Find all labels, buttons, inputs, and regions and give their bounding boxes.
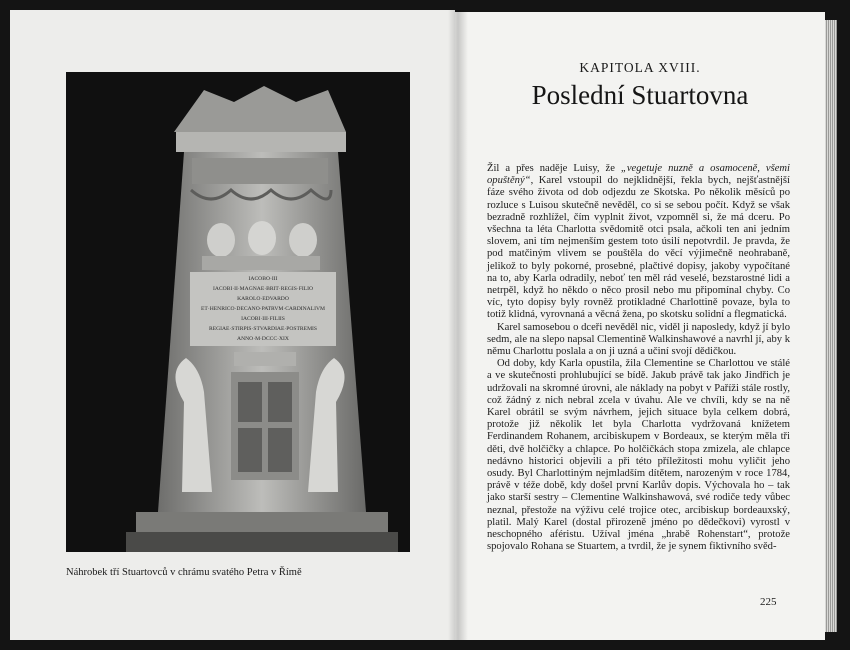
inscription-line: ET·HENRICO·DECANO·PATRVM·CARDINALIVM	[201, 306, 325, 312]
inscription-line: IACOBI·III·FILIIS	[241, 316, 285, 322]
chapter-label: KAPITOLA XVIII.	[579, 60, 701, 75]
inscription-line: REGIAE·STIRPIS·STVARDIAE·POSTREMIS	[208, 326, 318, 332]
inscription-line: KAROLO·EDVARDO	[237, 296, 289, 302]
page-edges	[825, 20, 837, 632]
chapter-body	[487, 163, 790, 554]
tomb-inscription	[190, 274, 336, 344]
photo-caption: Náhrobek tří Stuartovců v chrámu svatého Petra v Římě	[66, 567, 302, 578]
page-number: 225	[760, 596, 777, 608]
paragraph: Karel samosebou o dceři nevěděl nic, viděl ji naposledy, když jí bylo sedm, ale na slepo napsal Clementině Walkinshawové a navrhl jí, aby k němu Charlottu poslala a on ji uzná a učiní svojí dědičkou.	[487, 321, 790, 358]
tomb-photograph	[66, 72, 410, 552]
paragraph: Žil a přes naděje Luisy, že „vegetuje nuzně a osamoceně, všemi opuštěný“, Karel vstoupil do nejklidnější, řekla bych, nejšťastnější fáze svého života od dob odjezdu ze Skotska. Po několik měsíců po rozluce s Luisou skutečně nevěděl, co si se sebou počít. Když se však bezradně rozhlížel, čím vyplnit život, vzpomněl si, že má dceru. Po všechna ta léta Charlotta svědomitě otci psala, ačkoli ten ani jedním slovem, ani tím nejmenším gestem toto úsilí nepotvrdil. Je pravda, že pod matčiným vlivem se pouštěla do věcí výjimečně neohrabaně, jelikož to byly pokorné, prosebné, plačtivé dopisy, jakoby vypočítané na to, aby Karla odradily, neboť ten měl rád veselé, bezstarostné lidi a netrpěl, když ho někdo o něco prosil nebo mu připomínal chyby. Co víc, tyto dopisy byly rovněž protikladné Charlottině povaze, byla to totiž klidná, vyrovnaná a věcná žena, po skotsku solidní a flegmatická.	[487, 163, 790, 321]
paragraph: Od doby, kdy Karla opustila, žila Clementine se Charlottou ve stálé a ve skutečnosti prohlubující se bídě. Jakub právě tak jako Jindřich je udržovali na skromné úrovni, ale náklady na pobyt v Paříži stále rostly, což žádný z nich nebral zcela v úvahu. Ale ve chvíli, kdy se na ně Karel obrátil se svým návrhem, jejich situace byla celkem dobrá, protože již několik let byla Charlotta vydržovaná knížetem Ferdinandem Rohanem, arcibiskupem v Bordeaux, se kterým měla tři děti, dvě holčičky a chlapce. Po holčičkách stopa zmizela, ale chlapce nedávno historici objevili a při této příležitosti mohu vyličit jeho osudy. Byl Charlottiným nejmladším dítětem, narozeným v roce 1784, právě v téže době, kdy došel první Karlův dopis. Výchovala ho – tak jako starší sestry – Clementine Walkinshawová, své rodiče tedy vůbec neznal, přestože na výživu celé trojice otec, arcibiskup bordeauxský, platil. Malý Karel (dostal přirozeně jméno po dědečkovi) vyrostl v neschopného aféristu. Užíval jména „hrabě Rohenstart“, protože spojovalo Rohana se Stuartem, a tvrdil, že je synem fiktivního svěd-	[487, 358, 790, 553]
chapter-title: Poslední Stuartovna	[531, 80, 749, 110]
inscription-line: IACOBI·II·MAGNAE·BRIT·REGIS·FILIO	[212, 286, 314, 292]
inscription-line: IACOBO·III	[248, 276, 278, 282]
inscription-line: ANNO·M·DCCC·XIX	[237, 336, 289, 342]
